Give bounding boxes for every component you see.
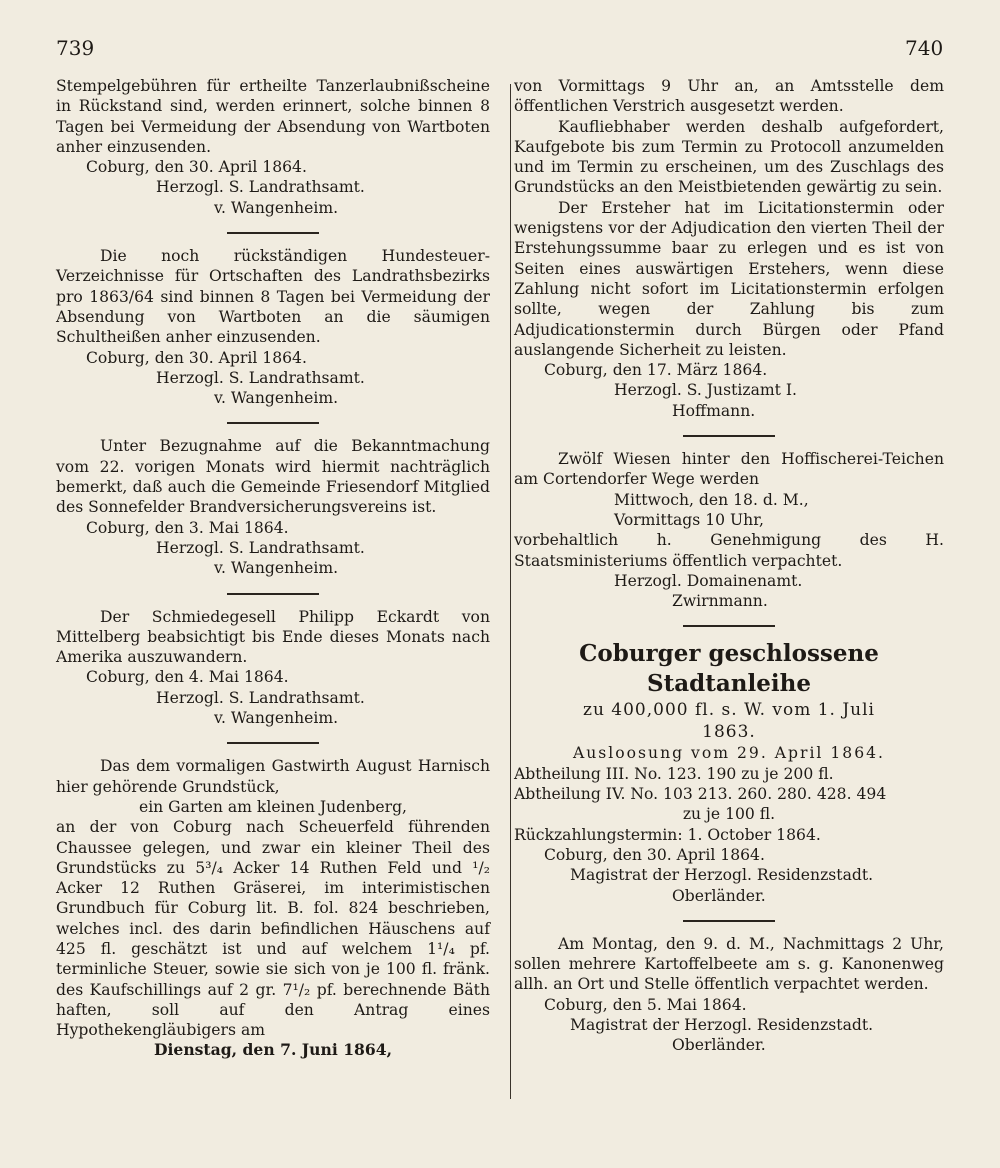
loan-subtitle: zu 400,000 fl. s. W. vom 1. Juli	[582, 700, 875, 721]
separator-rule	[227, 422, 319, 424]
notice-property-name: ein Garten am kleinen Judenberg,	[138, 797, 408, 816]
notice-office: Herzogl. S. Landrathsamt.	[156, 538, 365, 557]
notice-date: Coburg, den 17. März 1864.	[544, 361, 768, 380]
page-number-left: 739	[56, 36, 95, 60]
notice-date: Coburg, den 30. April 1864.	[86, 158, 307, 177]
notice-text: von Vormittags 9 Uhr an, an Amtsstelle dem öffentlichen Verstrich ausgesetzt werden.	[514, 77, 944, 116]
notice-text: Stempelgebühren für ertheilte Tanzerlaubnißscheine in Rückstand sind, werden erinnert, solche binnen 8 Tagen bei Vermeidung der Absendung von Wartboten anher einzusenden.	[56, 77, 490, 156]
column-divider	[510, 84, 511, 1099]
notice-fire-insurance	[56, 436, 490, 578]
notice-text: Zwölf Wiesen hinter den Hoffischerei-Teichen am Cortendorfer Wege werden	[514, 450, 944, 489]
notice-auction-date: Dienstag, den 7. Juni 1864,	[153, 1040, 393, 1060]
notice-date: Coburg, den 3. Mai 1864.	[86, 518, 289, 537]
notice-signer: Oberländer.	[672, 1036, 766, 1055]
notice-property-auction-continued	[514, 76, 944, 421]
notice-potato-beds	[514, 934, 944, 1056]
notice-lease-day: Mittwoch, den 18. d. M.,	[614, 490, 809, 509]
notice-text-payment: Der Ersteher hat im Licitationstermin oder wenigstens vor der Adjudication den vierten Theil der Erstehungssumme baar zu erlegen und es ist von Seiten eines auswärtigen Erstehers, wenn diese Zahlung nicht sofort im Licitationstermin erfolgen sollte, wegen der Zahlung bis zum Adjudicationstermin durch Bürgen oder Pfand auslangende Sicherheit zu leisten.	[514, 198, 944, 359]
notice-signer: v. Wangenheim.	[214, 198, 339, 217]
page-number-right: 740	[905, 36, 944, 60]
right-column	[514, 76, 944, 1056]
notice-office: Herzogl. S. Landrathsamt.	[156, 368, 365, 387]
separator-rule	[227, 742, 319, 744]
notice-office: Magistrat der Herzogl. Residenzstadt.	[570, 1015, 874, 1034]
notice-signer: Oberländer.	[672, 886, 766, 905]
separator-rule	[227, 593, 319, 595]
left-column	[56, 76, 490, 1061]
loan-draw-date: Ausloosung vom 29. April 1864.	[572, 744, 886, 763]
notice-meadow-lease	[514, 449, 944, 611]
notice-office: Herzogl. S. Landrathsamt.	[156, 688, 365, 707]
notice-office: Herzogl. Domainenamt.	[614, 571, 803, 590]
loan-division-iv-amount: zu je 100 fl.	[682, 805, 776, 824]
notice-city-loan	[514, 639, 944, 905]
loan-division-iv: Abtheilung IV. No. 103 213. 260. 280. 428. 494	[514, 785, 887, 804]
notice-text: Am Montag, den 9. d. M., Nachmittags 2 Uhr, sollen mehrere Kartoffelbeete am s. g. Kanonenweg allh. an Ort und Stelle öffentlich verpachtet werden.	[514, 934, 944, 994]
separator-rule	[683, 435, 775, 437]
notice-date: Coburg, den 30. April 1864.	[86, 348, 307, 367]
notice-date: Coburg, den 30. April 1864.	[544, 845, 765, 864]
notice-dog-tax	[56, 246, 490, 408]
notice-office: Herzogl. S. Landrathsamt.	[156, 178, 365, 197]
loan-division-iii: Abtheilung III. No. 123. 190 zu je 200 fl.	[514, 764, 834, 783]
notice-signer: v. Wangenheim.	[214, 389, 339, 408]
notice-lease-time: Vormittags 10 Uhr,	[614, 510, 764, 529]
notice-emigration	[56, 607, 490, 729]
notice-office: Magistrat der Herzogl. Residenzstadt.	[570, 866, 874, 885]
notice-text: Der Schmiedegesell Philipp Eckardt von Mittelberg beabsichtigt bis Ende dieses Monats nach Amerika auszuwandern.	[56, 607, 490, 667]
notice-text-approval: vorbehaltlich h. Genehmigung des H. Staatsministeriums öffentlich verpachtet.	[514, 531, 944, 570]
notice-property-auction	[56, 756, 490, 1060]
separator-rule	[683, 920, 775, 922]
loan-year: 1863.	[702, 722, 756, 743]
notice-text: an der von Coburg nach Scheuerfeld führenden Chaussee gelegen, und zwar ein kleiner Theil des Grundstücks zu 5³/₄ Acker 14 Ruthen Feld und ¹/₂ Acker 12 Ruthen Gräserei, im interimistischen Grundbuch für Coburg lit. B. fol. 824 beschrieben, welches incl. des darin befindlichen Häuschens auf 425 fl. geschätzt ist und auf welchem 1¹/₄ pf. terminliche Steuer, sowie sie sich von je 100 fl. fränk. des Kaufschillings auf 2 gr. 7¹/₂ pf. berechnende Bäth haften, soll auf den Antrag eines Hypothekengläubigers am	[56, 818, 490, 1040]
notice-office: Herzogl. S. Justizamt I.	[614, 381, 797, 400]
notice-text: Die noch rückständigen Hundesteuer-Verzeichnisse für Ortschaften des Landrathsbezirks pro 1863/64 sind binnen 8 Tagen bei Vermeidung der Absendung von Wartboten an die säumigen Schultheißen anher einzusenden.	[56, 247, 490, 347]
notice-signer: v. Wangenheim.	[214, 559, 339, 578]
notice-text: Unter Bezugnahme auf die Bekanntmachung vom 22. vorigen Monats wird hiermit nachträglich bemerkt, daß auch die Gemeinde Friesendorf Mitglied des Sonnefelder Brandversicherungsvereins ist.	[56, 437, 490, 517]
notice-text-buyers: Kaufliebhaber werden deshalb aufgefordert, Kaufgebote bis zum Termin zu Protocoll anzumelden und im Termin zu erscheinen, um des Zuschlags des Grundstücks an den Meistbietenden gewärtig zu sein.	[514, 117, 944, 197]
loan-repayment-date: Rückzahlungstermin: 1. October 1864.	[514, 825, 821, 844]
notice-signer: Zwirnmann.	[672, 592, 768, 611]
notice-signer: v. Wangenheim.	[214, 709, 339, 728]
notice-signer: Hoffmann.	[672, 401, 756, 420]
separator-rule	[227, 232, 319, 234]
separator-rule	[683, 625, 775, 627]
loan-title: Coburger geschlossene Stadtanleihe	[579, 640, 879, 698]
notice-date: Coburg, den 5. Mai 1864.	[544, 995, 747, 1014]
notice-dance-permit-fees	[56, 76, 490, 218]
notice-date: Coburg, den 4. Mai 1864.	[86, 668, 289, 687]
notice-intro: Das dem vormaligen Gastwirth August Harnisch hier gehörende Grundstück,	[56, 757, 490, 796]
